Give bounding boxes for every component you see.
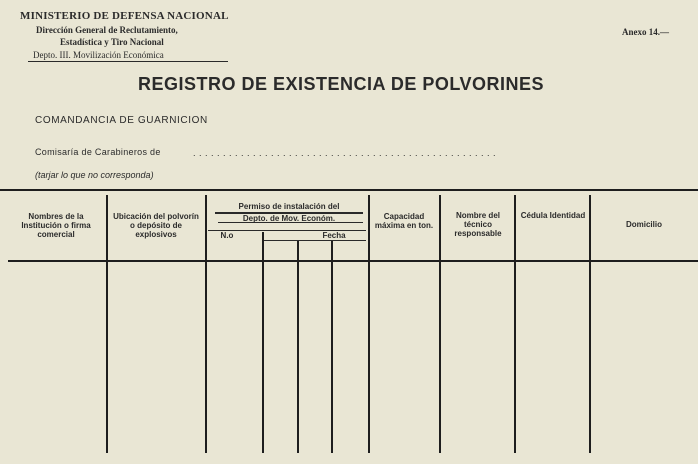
column-divider <box>514 195 516 453</box>
table-top-rule <box>0 189 698 191</box>
col-header-permiso: Permiso de instalación del <box>238 202 340 211</box>
col-header-cedula: Cédula Identidad <box>520 211 586 220</box>
comisaria-label: Comisaría de Carabineros de <box>35 147 161 157</box>
column-divider <box>439 195 441 453</box>
permiso-rule <box>264 240 366 241</box>
col-header-capacidad: Capacidad máxima en ton. <box>374 212 434 230</box>
column-divider <box>368 195 370 453</box>
column-divider <box>589 195 591 453</box>
column-divider <box>262 232 264 453</box>
direction-line-2: Estadística y Tiro Nacional <box>60 37 164 47</box>
col-header-institucion: Nombres de la Institución o firma comercial <box>21 212 91 239</box>
col-header-ubicacion: Ubicación del polvorín o depósito de explosivos <box>113 212 199 239</box>
header-rule <box>28 61 228 62</box>
department: Depto. III. Movilización Económica <box>33 50 164 60</box>
col-header-tecnico: Nombre del técnico responsable <box>454 211 502 238</box>
column-divider <box>297 240 299 453</box>
comisaria-dots: . . . . . . . . . . . . . . . . . . . . . . . . . . . . . . . . . . . . . . . . . . . . . . . . . . . <box>193 148 497 158</box>
column-divider <box>205 195 207 453</box>
annex-label: Anexo 14.— <box>622 27 669 37</box>
ministry-name: MINISTERIO DE DEFENSA NACIONAL <box>20 10 229 22</box>
col-header-numero: N.o <box>220 231 234 240</box>
column-divider <box>331 240 333 453</box>
table-header-bottom-rule <box>8 260 698 262</box>
instruction-note: (tarjar lo que no corresponda) <box>35 170 154 180</box>
col-header-fecha: Fecha <box>322 231 346 240</box>
col-header-depto: Depto. de Mov. Económ. <box>242 214 336 223</box>
page-title: REGISTRO DE EXISTENCIA DE POLVORINES <box>138 74 545 94</box>
column-divider <box>106 195 108 453</box>
comandancia-label: COMANDANCIA DE GUARNICION <box>35 115 208 126</box>
direction-line-1: Dirección General de Reclutamiento, <box>36 25 178 35</box>
col-header-domicilio: Domicilio <box>625 220 662 229</box>
